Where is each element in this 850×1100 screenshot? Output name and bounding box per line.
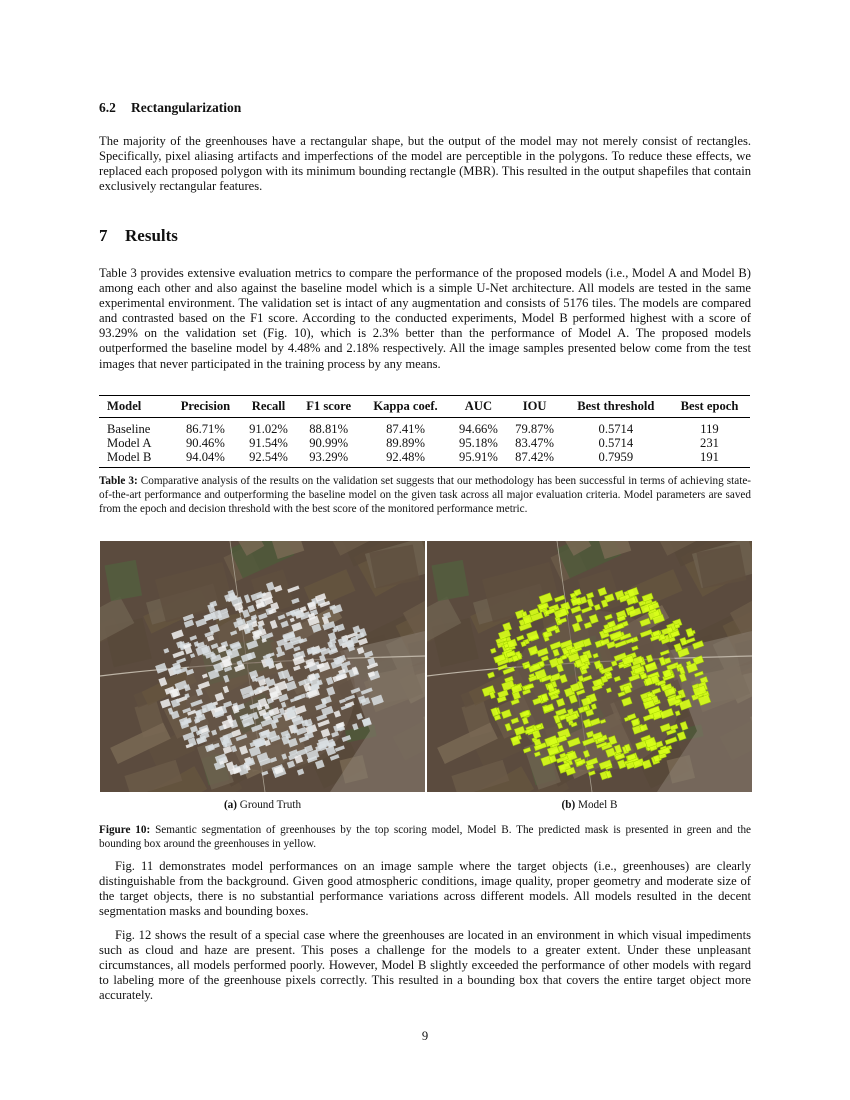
table-cell: 191 — [700, 450, 719, 464]
table-caption-label: Table 3: — [99, 475, 138, 487]
section-heading-6-2 — [99, 100, 241, 116]
section-number: 7 — [99, 226, 108, 245]
table-caption-text: Comparative analysis of the results on the validation set suggests that our methodology has been successful in terms of achieving state-of-the-art performance and outperforming the baseline model on the given task across all major evaluation criteria. Model parameters are saved from the epoch and decision threshold with the best score of the monitored performance metric. — [99, 475, 752, 515]
figure-caption-text: Semantic segmentation of greenhouses by the top scoring model, Model B. The predicted mask is presented in green and the bounding box around the greenhouses in yellow. — [99, 824, 752, 850]
table-cell: Model B — [107, 450, 152, 464]
subfigure-caption-b — [427, 799, 752, 811]
figure-ground-truth-image — [100, 541, 425, 792]
table-cell: 92.54% — [249, 450, 288, 464]
table-cell: 87.42% — [515, 450, 554, 464]
figure-model-b-image — [427, 541, 752, 792]
table-cell: 92.48% — [386, 450, 425, 464]
subfigure-label: (b) — [561, 799, 576, 811]
table-header-cell: Best epoch — [680, 399, 739, 413]
table-cell: 0.5714 — [598, 436, 634, 450]
table-header-cell: Model — [107, 399, 142, 413]
section-7-paragraph: Table 3 provides extensive evaluation metrics to compare the performance of the proposed models (i.e., Model A and Model B) among each other and also against the baseline model which is a simple U-Net architecture. All models are tested in the same experimental environment. The validation set is intact of any augmentation and consists of 5176 tiles. The models are compared and contrasted based on the F1 score. According to the conducted experiments, Model B performed highest with a score of 93.29% on the validation set (Fig. 10), which is 2.3% better than the performance of Model A. The proposed models outperformed the baseline model by 4.48% and 2.18% respectively. All the image samples presented below come from the test images that never participated in the training process by any means. — [99, 266, 751, 371]
table-cell: 89.89% — [386, 436, 425, 450]
subfigure-caption-a — [100, 799, 425, 811]
table-cell: 88.81% — [309, 422, 349, 436]
results-table — [99, 395, 750, 468]
page-number: 9 — [421, 1029, 429, 1043]
table-header-row — [99, 396, 750, 418]
table-cell: 0.7959 — [598, 450, 634, 464]
table-header-cell: Best threshold — [577, 399, 655, 413]
figure-caption — [99, 823, 751, 851]
section-6-2-paragraph: The majority of the greenhouses have a rectangular shape, but the output of the model may not merely consist of rectangles. Specifically, pixel aliasing artifacts and imperfections of the model are perceptible in the polygons. To reduce these effects, we replaced each proposed polygon with its minimum bounding rectangle (MBR). This resulted in the output shapefiles that contain exclusively rectangular features. — [99, 134, 751, 194]
table-cell: 86.71% — [185, 422, 225, 436]
subfigure-text: Model B — [578, 799, 618, 811]
figure-caption-label: Figure 10: — [99, 824, 151, 836]
table-header-cell: IOU — [522, 399, 547, 413]
paragraph-fig12: Fig. 12 shows the result of a special case where the greenhouses are located in an environment in which visual impediments such as cloud and haze are present. This poses a challenge for the models to a greater extent. Under these unpleasant circumstances, all models performed poorly. However, Model B slightly exceeded the performance of other models with regard to labeling more of the greenhouse pixels correctly. This resulted in a bounding box that covers the entire target object more accurately. — [99, 928, 751, 1003]
table-cell: 83.47% — [515, 436, 554, 450]
table-cell: 231 — [700, 436, 719, 450]
model-b-satellite-image — [427, 541, 752, 792]
section-title: Results — [125, 226, 178, 245]
table-cell: 91.02% — [249, 422, 288, 436]
table-cell: 93.29% — [309, 450, 349, 464]
table-cell: 79.87% — [515, 422, 554, 436]
table-header-cell: Precision — [180, 399, 231, 413]
table-cell: Model A — [107, 436, 152, 450]
table-cell: 95.18% — [459, 436, 498, 450]
table-cell: 90.46% — [185, 436, 225, 450]
paragraph-fig11: Fig. 11 demonstrates model performances on an image sample where the target objects (i.e., greenhouses) are clearly distinguishable from the background. Given good atmospheric conditions, image quality, proper geometry and moderate size of the target objects, there is no substantial performance variations across different models. All models resulted in the decent segmentation masks and bounding boxes. — [99, 859, 751, 919]
table-header-cell: Kappa coef. — [373, 399, 438, 413]
table-cell: 119 — [700, 422, 719, 436]
ground-truth-satellite-image — [100, 541, 425, 792]
table-header-cell: Recall — [251, 399, 286, 413]
table-row — [99, 418, 750, 437]
table-caption — [99, 474, 751, 516]
table-cell: 90.99% — [309, 436, 349, 450]
subfigure-label: (a) — [223, 799, 237, 811]
table-row — [99, 436, 750, 450]
table-row — [99, 450, 750, 468]
section-heading-7 — [99, 226, 178, 246]
table-cell: 95.91% — [459, 450, 498, 464]
table-cell: 94.04% — [185, 450, 225, 464]
table-cell: 87.41% — [386, 422, 425, 436]
section-number: 6.2 — [99, 100, 116, 115]
table-header-cell: AUC — [464, 399, 493, 413]
subfigure-text: Ground Truth — [239, 799, 302, 811]
table-cell: 91.54% — [249, 436, 288, 450]
table-cell: 0.5714 — [598, 422, 634, 436]
table-cell: Baseline — [107, 422, 151, 436]
table-cell: 94.66% — [459, 422, 498, 436]
table-header-cell: F1 score — [306, 399, 352, 413]
section-title: Rectangularization — [131, 100, 242, 115]
